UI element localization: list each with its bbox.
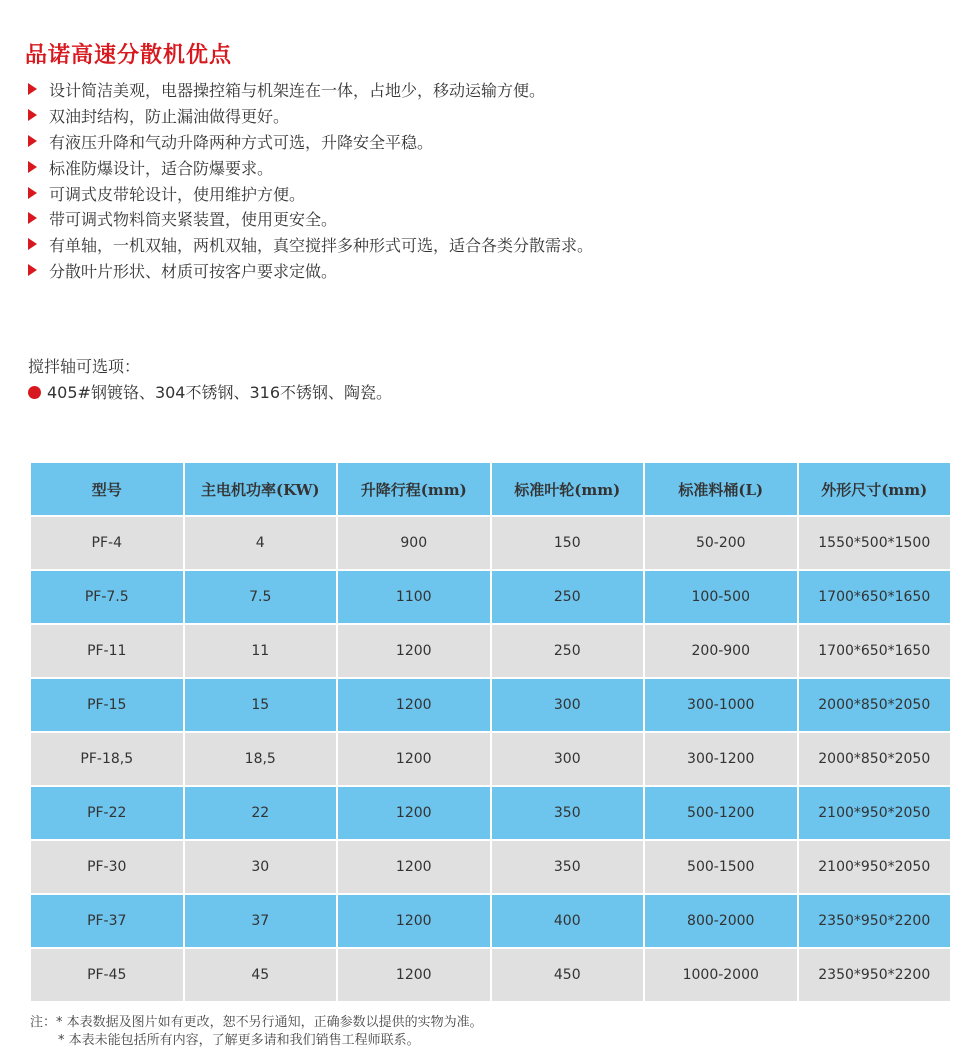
feature-item	[28, 182, 593, 208]
table-row	[31, 949, 950, 1001]
cell-power: 45	[185, 949, 337, 1001]
cell-power: 4	[185, 517, 337, 569]
cell-lift-stroke: 1200	[338, 679, 490, 731]
triangle-bullet-icon	[28, 161, 37, 173]
feature-item	[28, 130, 593, 156]
triangle-bullet-icon	[28, 135, 37, 147]
cell-power: 22	[185, 787, 337, 839]
feature-item	[28, 233, 593, 259]
cell-lift-stroke: 900	[338, 517, 490, 569]
cell-barrel: 800-2000	[645, 895, 797, 947]
cell-lift-stroke: 1100	[338, 571, 490, 623]
cell-barrel: 1000-2000	[645, 949, 797, 1001]
table-row	[31, 679, 950, 731]
cell-impeller: 150	[492, 517, 644, 569]
cell-model: PF-7.5	[31, 571, 183, 623]
feature-item	[28, 78, 593, 104]
feature-text: 分散叶片形状、材质可按客户要求定做。	[49, 262, 338, 282]
cell-impeller: 250	[492, 571, 644, 623]
cell-barrel: 100-500	[645, 571, 797, 623]
spec-table	[29, 461, 952, 1003]
feature-item	[28, 259, 593, 285]
header-model: 型号	[31, 463, 183, 515]
cell-model: PF-4	[31, 517, 183, 569]
footnote: * 本表未能包括所有内容，了解更多请和我们销售工程师联系。	[58, 1033, 420, 1048]
footnote: 注：* 本表数据及图片如有更改，恕不另行通知，正确参数以提供的实物为准。	[30, 1015, 483, 1030]
cell-barrel: 300-1200	[645, 733, 797, 785]
feature-item	[28, 156, 593, 182]
cell-lift-stroke: 1200	[338, 625, 490, 677]
shaft-options-label: 搅拌轴可选项：	[28, 357, 141, 376]
table-row	[31, 625, 950, 677]
cell-model: PF-18,5	[31, 733, 183, 785]
cell-power: 7.5	[185, 571, 337, 623]
feature-text: 有单轴，一机双轴，两机双轴，真空搅拌多种形式可选，适合各类分散需求。	[49, 236, 594, 256]
cell-dimensions: 2100*950*2050	[799, 841, 951, 893]
cell-power: 18,5	[185, 733, 337, 785]
cell-impeller: 300	[492, 733, 644, 785]
cell-barrel: 300-1000	[645, 679, 797, 731]
cell-barrel: 500-1200	[645, 787, 797, 839]
cell-dimensions: 1700*650*1650	[799, 625, 951, 677]
cell-dimensions: 2350*950*2200	[799, 949, 951, 1001]
triangle-bullet-icon	[28, 264, 37, 276]
header-impeller: 标准叶轮(mm)	[492, 463, 644, 515]
feature-text: 双油封结构，防止漏油做得更好。	[49, 106, 290, 126]
footnotes	[30, 1014, 483, 1050]
header-lift-stroke: 升降行程(mm)	[338, 463, 490, 515]
triangle-bullet-icon	[28, 212, 37, 224]
table-row	[31, 733, 950, 785]
cell-dimensions: 2000*850*2050	[799, 679, 951, 731]
cell-model: PF-15	[31, 679, 183, 731]
cell-dimensions: 1550*500*1500	[799, 517, 951, 569]
triangle-bullet-icon	[28, 238, 37, 250]
cell-dimensions: 1700*650*1650	[799, 571, 951, 623]
shaft-options-value: 405#钢镀铬、304不锈钢、316不锈钢、陶瓷。	[47, 383, 393, 402]
cell-impeller: 400	[492, 895, 644, 947]
feature-text: 标准防爆设计，适合防爆要求。	[49, 158, 274, 178]
cell-dimensions: 2100*950*2050	[799, 787, 951, 839]
red-dot-icon	[28, 386, 41, 399]
cell-lift-stroke: 1200	[338, 841, 490, 893]
table-row	[31, 895, 950, 947]
feature-text: 可调式皮带轮设计，使用维护方便。	[49, 184, 306, 204]
triangle-bullet-icon	[28, 109, 37, 121]
header-power: 主电机功率(KW)	[185, 463, 337, 515]
cell-lift-stroke: 1200	[338, 787, 490, 839]
cell-impeller: 350	[492, 841, 644, 893]
shaft-options-row	[28, 380, 392, 403]
feature-text: 有液压升降和气动升降两种方式可选，升降安全平稳。	[49, 132, 434, 152]
feature-item	[28, 104, 593, 130]
cell-lift-stroke: 1200	[338, 949, 490, 1001]
cell-power: 30	[185, 841, 337, 893]
cell-model: PF-37	[31, 895, 183, 947]
cell-model: PF-30	[31, 841, 183, 893]
cell-barrel: 50-200	[645, 517, 797, 569]
cell-power: 15	[185, 679, 337, 731]
table-row	[31, 787, 950, 839]
table-header-row	[31, 463, 950, 515]
cell-model: PF-11	[31, 625, 183, 677]
cell-impeller: 250	[492, 625, 644, 677]
table-row	[31, 517, 950, 569]
cell-lift-stroke: 1200	[338, 895, 490, 947]
cell-barrel: 200-900	[645, 625, 797, 677]
feature-list	[28, 78, 593, 285]
feature-item	[28, 207, 593, 233]
cell-barrel: 500-1500	[645, 841, 797, 893]
feature-text: 带可调式物料筒夹紧装置，使用更安全。	[49, 210, 338, 230]
cell-impeller: 300	[492, 679, 644, 731]
cell-dimensions: 2350*950*2200	[799, 895, 951, 947]
cell-model: PF-22	[31, 787, 183, 839]
triangle-bullet-icon	[28, 83, 37, 95]
feature-text: 设计简洁美观，电器操控箱与机架连在一体，占地少，移动运输方便。	[49, 81, 546, 100]
cell-power: 11	[185, 625, 337, 677]
header-dimensions: 外形尺寸(mm)	[799, 463, 951, 515]
table-row	[31, 841, 950, 893]
cell-model: PF-45	[31, 949, 183, 1001]
table-row	[31, 571, 950, 623]
page-title: 品诺高速分散机优点	[25, 42, 233, 68]
cell-dimensions: 2000*850*2050	[799, 733, 951, 785]
header-barrel: 标准料桶(L)	[645, 463, 797, 515]
cell-lift-stroke: 1200	[338, 733, 490, 785]
cell-impeller: 450	[492, 949, 644, 1001]
cell-impeller: 350	[492, 787, 644, 839]
triangle-bullet-icon	[28, 187, 37, 199]
cell-power: 37	[185, 895, 337, 947]
